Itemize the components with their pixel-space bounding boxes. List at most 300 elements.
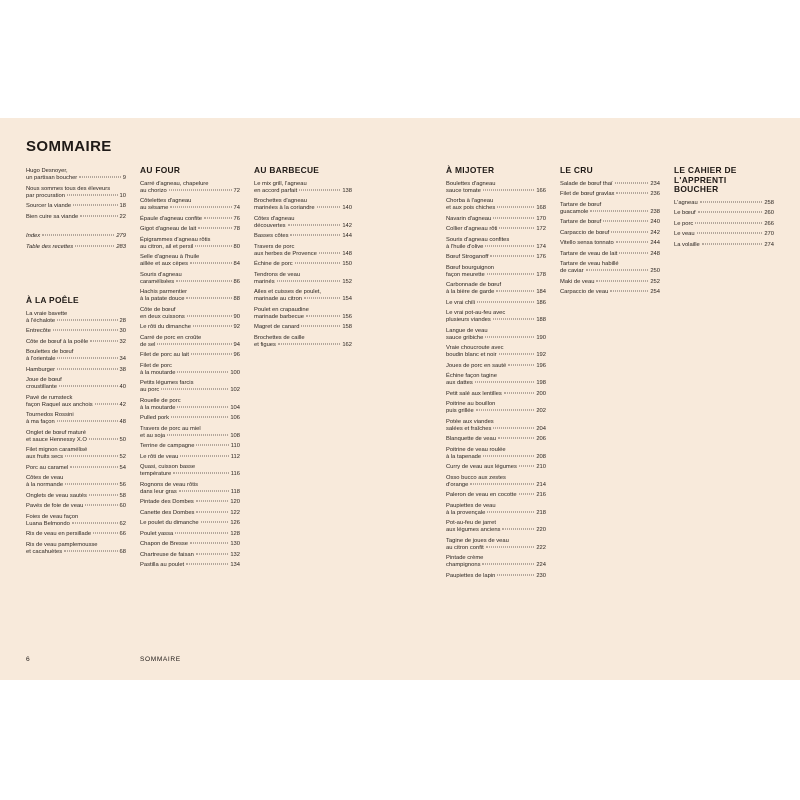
dot-leader: [306, 315, 340, 316]
toc-entry[interactable]: [26, 339, 126, 346]
toc-entry[interactable]: [140, 216, 240, 223]
dot-leader: [611, 231, 648, 232]
dot-leader: [57, 368, 118, 369]
toc-entry-row: [446, 335, 546, 342]
toc-entry-title-line: Ris de veau en persillade: [26, 531, 92, 537]
toc-entry[interactable]: [140, 541, 240, 548]
toc-entry[interactable]: [140, 499, 240, 506]
toc-entry-row: [446, 510, 546, 517]
toc-entry[interactable]: [446, 328, 546, 342]
toc-column-a-la-poele: [26, 296, 126, 559]
toc-entry-title-line: Rognons de veau rôtis: [140, 481, 199, 488]
toc-entry-title-line: à la normande: [26, 482, 64, 488]
toc-entry-page: 254: [650, 289, 660, 295]
toc-entry[interactable]: [446, 265, 546, 279]
toc-entry[interactable]: [446, 254, 546, 261]
toc-entry-title-line: Hachis parmentier: [140, 289, 188, 295]
dot-leader: [167, 434, 228, 435]
toc-entry-row: [26, 531, 126, 538]
dot-leader: [90, 340, 117, 341]
toc-entry[interactable]: [26, 311, 126, 325]
toc-entry-title-line: Sourcer la viande: [26, 203, 72, 209]
toc-entry-row: [140, 552, 240, 559]
toc-entry-title-line: Côtes d'agneau: [254, 215, 295, 222]
toc-entry-page: 72: [233, 187, 240, 194]
toc-entry[interactable]: [446, 573, 546, 580]
toc-entry[interactable]: [140, 335, 240, 349]
toc-entry[interactable]: [140, 443, 240, 450]
toc-entry-title-line: Filet mignon caramélisé: [26, 447, 88, 453]
toc-entry-title-line: au sésame: [140, 205, 169, 211]
toc-entry[interactable]: [254, 335, 352, 349]
toc-entry[interactable]: [140, 562, 240, 569]
toc-entry-page: 236: [650, 191, 660, 197]
toc-entry-title-line: à l'orientale: [26, 356, 56, 362]
toc-entry[interactable]: [446, 300, 546, 307]
toc-entry-row: [140, 489, 240, 496]
toc-entry[interactable]: [446, 237, 546, 251]
toc-entry[interactable]: [446, 419, 546, 433]
toc-entry-title-line: Ris de veau pamplemousse: [26, 541, 98, 548]
toc-entry-title-line: La vraie bavette: [26, 310, 68, 317]
toc-entry-page: 190: [536, 334, 546, 341]
toc-entry-row: [254, 188, 352, 195]
toc-entry-row: [26, 193, 126, 200]
toc-entry-row: [446, 300, 546, 307]
toc-entry[interactable]: [140, 454, 240, 461]
toc-entry-row: [26, 482, 126, 489]
toc-entry-page: 54: [119, 464, 126, 471]
dot-leader: [201, 522, 229, 523]
toc-entry-title-line: Le bœuf: [674, 210, 696, 216]
toc-entry-row: [140, 279, 240, 286]
toc-entry-row: [446, 436, 546, 443]
toc-entry[interactable]: [26, 367, 126, 374]
toc-entry-page: 156: [342, 313, 352, 320]
toc-entry[interactable]: [26, 233, 126, 240]
toc-entry[interactable]: [560, 261, 660, 275]
toc-entry-row: [446, 527, 546, 534]
toc-entry[interactable]: [140, 272, 240, 286]
dot-leader: [610, 291, 648, 292]
toc-entry-title-line: caramélisées: [140, 278, 175, 285]
toc-entry[interactable]: [26, 214, 126, 221]
toc-column-cahier-apprenti-boucher: [674, 166, 774, 252]
toc-entry-page: 18: [119, 203, 126, 209]
toc-entry-title-line: Nous sommes tous des éleveurs: [26, 185, 111, 192]
toc-entry-title-line: et figues: [254, 341, 276, 348]
toc-entry[interactable]: [446, 310, 546, 324]
toc-entry-page: 150: [342, 261, 352, 267]
toc-entry-row: [26, 419, 126, 426]
toc-entry[interactable]: [26, 168, 126, 182]
toc-entry[interactable]: [254, 233, 352, 240]
dot-leader: [57, 358, 117, 359]
toc-entry-title-line: Boulettes de bœuf: [26, 349, 74, 355]
toc-entry-title-line: température: [140, 471, 172, 477]
toc-entry-page: 126: [230, 520, 240, 526]
toc-entry-title-line: Le rôti de veau: [140, 453, 179, 460]
toc-entry-page: 244: [650, 240, 660, 246]
dot-leader: [486, 546, 535, 547]
dot-leader: [508, 364, 534, 365]
toc-entry-row: [26, 437, 126, 444]
toc-entry[interactable]: [26, 475, 126, 489]
toc-entry-row: [560, 209, 660, 216]
toc-entry[interactable]: [140, 352, 240, 359]
toc-entry-row: [560, 251, 660, 258]
toc-entry-page: 60: [119, 503, 126, 509]
toc-entry[interactable]: [26, 203, 126, 210]
toc-entry[interactable]: [140, 254, 240, 268]
dot-leader: [53, 330, 118, 331]
toc-entry[interactable]: [446, 391, 546, 398]
toc-entry-title-line: Épaule d'agneau confite: [140, 215, 203, 222]
dot-leader: [176, 280, 231, 281]
toc-entry-title-line: Joue de bœuf: [26, 377, 62, 383]
toc-entry-page: 108: [230, 432, 240, 439]
toc-entry[interactable]: [674, 210, 774, 217]
toc-entry-page: 144: [342, 233, 352, 239]
dot-leader: [42, 235, 114, 236]
toc-entry-row: [26, 454, 126, 461]
toc-entry-title-line: au porc: [140, 387, 160, 393]
section-heading: À LA POÊLE: [26, 295, 79, 305]
toc-entry-title-line: et sauce Hennessy X.O: [26, 436, 87, 443]
toc-entry-title-line: Potée aux viandes: [446, 418, 494, 425]
toc-entry-page: 174: [536, 243, 546, 250]
dot-leader: [85, 505, 117, 506]
toc-entry[interactable]: [140, 482, 240, 496]
toc-entry-page: 196: [536, 362, 546, 369]
toc-entry[interactable]: [560, 251, 660, 258]
toc-entry[interactable]: [446, 555, 546, 569]
toc-entry[interactable]: [26, 377, 126, 391]
toc-entry[interactable]: [560, 289, 660, 296]
toc-entry-title-line: Le vrai pot-au-feu avec: [446, 310, 506, 316]
toc-entry-title-line: Travers de porc au miel: [140, 425, 201, 432]
toc-entry[interactable]: [446, 282, 546, 296]
toc-entry[interactable]: [26, 395, 126, 409]
toc-entry-row: [674, 221, 774, 228]
toc-entry-page: 104: [230, 404, 240, 411]
toc-entry-title-line: Travers de porc: [254, 243, 295, 250]
toc-entry[interactable]: [446, 198, 546, 212]
toc-entry-row: [446, 363, 546, 370]
toc-entry[interactable]: [140, 510, 240, 517]
toc-entry[interactable]: [26, 447, 126, 461]
toc-entry[interactable]: [26, 514, 126, 528]
dot-leader: [89, 494, 118, 495]
toc-entry[interactable]: [560, 230, 660, 237]
toc-entry[interactable]: [446, 538, 546, 552]
toc-entry-row: [140, 216, 240, 223]
toc-entry-title-line: Ailes et cuisses de poulet,: [254, 289, 322, 295]
toc-entry-page: 230: [536, 572, 546, 579]
toc-entry[interactable]: [254, 216, 352, 230]
dot-leader: [590, 210, 648, 211]
toc-entry[interactable]: [140, 531, 240, 538]
toc-entry-title-line: Joues de porc en sauté: [446, 362, 507, 369]
toc-entry-page: 186: [536, 299, 546, 306]
toc-entry-page: 74: [233, 205, 240, 211]
toc-entry-page: 208: [536, 453, 546, 460]
dot-leader: [499, 354, 535, 355]
toc-entry[interactable]: [140, 198, 240, 212]
toc-entry-row: [560, 279, 660, 286]
toc-entry-title-line: et au soja: [140, 432, 166, 439]
toc-entry-page: 86: [233, 278, 240, 285]
toc-entry-title-line: Selle d'agneau à l'huile: [140, 254, 200, 260]
toc-entry[interactable]: [254, 272, 352, 286]
toc-entry[interactable]: [26, 186, 126, 200]
toc-entry-page: 30: [119, 328, 126, 334]
dot-leader: [278, 343, 340, 344]
toc-entry-title-line: à l'échalote: [26, 317, 56, 324]
toc-entry-row: [446, 226, 546, 233]
toc-entry-row: [446, 352, 546, 359]
toc-entry-page: 134: [230, 562, 240, 568]
toc-entry-title-line: Magret de canard: [254, 324, 300, 330]
toc-entry-page: 274: [764, 241, 774, 248]
toc-entry[interactable]: [254, 324, 352, 331]
toc-entry-row: [446, 464, 546, 471]
toc-entry-page: 266: [764, 220, 774, 227]
toc-entry[interactable]: [446, 181, 546, 195]
toc-entry-row: [140, 531, 240, 538]
toc-entry-page: 118: [230, 488, 240, 495]
toc-entry-title-line: La volaille: [674, 241, 700, 248]
toc-entry[interactable]: [140, 226, 240, 233]
toc-entry-page: 38: [119, 366, 126, 373]
toc-entry[interactable]: [560, 240, 660, 247]
toc-entry-title-line: Tendrons de veau: [254, 271, 301, 278]
toc-entry[interactable]: [254, 307, 352, 321]
toc-entry-page: 84: [233, 261, 240, 267]
toc-entry-title-line: Rouelle de porc: [140, 397, 181, 404]
toc-entry[interactable]: [446, 447, 546, 461]
toc-entry-title-line: Porc au caramel: [26, 464, 69, 471]
toc-entry-title-line: Brochettes de caille: [254, 334, 305, 341]
toc-entry[interactable]: [140, 324, 240, 331]
dot-leader: [186, 564, 228, 565]
toc-entry[interactable]: [26, 503, 126, 510]
toc-entry-title-line: champignons: [446, 562, 481, 568]
toc-entry[interactable]: [446, 492, 546, 499]
toc-entry-page: 22: [119, 213, 126, 220]
toc-entry-row: [26, 402, 126, 409]
dot-leader: [157, 343, 231, 344]
toc-entry-row: [446, 254, 546, 261]
toc-entry-title-line: Filet de bœuf gravlax: [560, 191, 615, 197]
toc-entry-row: [674, 231, 774, 238]
dot-leader: [196, 553, 229, 554]
toc-entry[interactable]: [26, 328, 126, 335]
dot-leader: [67, 194, 118, 195]
toc-entry[interactable]: [560, 181, 660, 188]
toc-entry-title-line: Onglets de veau sautés: [26, 492, 87, 499]
toc-entry-title-line: Souris d'agneau confites: [446, 236, 510, 243]
toc-entry[interactable]: [560, 279, 660, 286]
toc-entry-title-line: et aux pois chiches: [446, 205, 496, 211]
toc-entry-page: 220: [536, 527, 546, 533]
toc-entry-title-line: Collier d'agneau rôti: [446, 226, 498, 232]
toc-column-a-mijoter: [446, 166, 546, 583]
toc-entry-row: [254, 223, 352, 230]
toc-entry[interactable]: [140, 426, 240, 440]
toc-entry[interactable]: [26, 430, 126, 444]
toc-entry[interactable]: [26, 412, 126, 426]
toc-entry-page: 106: [230, 415, 240, 421]
toc-entry-row: [560, 219, 660, 226]
dot-leader: [485, 245, 534, 246]
toc-entry-page: 270: [764, 231, 774, 237]
toc-entry[interactable]: [254, 289, 352, 303]
toc-entry-title-line: Pot-au-feu de jarret: [446, 520, 496, 526]
dot-leader: [186, 298, 231, 299]
toc-entry-row: [140, 405, 240, 412]
toc-entry-page: 188: [536, 317, 546, 323]
toc-entry-page: 218: [536, 509, 546, 516]
toc-entry-title-line: Langue de veau: [446, 327, 488, 334]
toc-entry-title-line: guacamole: [560, 208, 589, 215]
toc-entry-page: 202: [536, 408, 546, 414]
toc-entry-title-line: Épigrammes d'agneau rôtis: [140, 236, 211, 243]
dot-leader: [290, 235, 340, 236]
toc-entry-page: 168: [536, 205, 546, 211]
toc-entry[interactable]: [254, 181, 352, 195]
toc-entry-title-line: Tartare de veau habillé: [560, 261, 619, 267]
toc-entry-title-line: Poitrine au bouillon: [446, 401, 496, 407]
toc-entry-page: 110: [230, 443, 240, 449]
dot-leader: [697, 233, 763, 234]
toc-entry-title-line: marinade barbecue: [254, 313, 304, 320]
dot-leader: [504, 392, 535, 393]
toc-entry[interactable]: [140, 289, 240, 303]
toc-entry-title-line: Le porc: [674, 220, 694, 227]
section-heading: AU FOUR: [140, 165, 181, 175]
toc-entry[interactable]: [674, 200, 774, 207]
toc-entry-row: [26, 465, 126, 472]
toc-entry[interactable]: [140, 181, 240, 195]
toc-entry-row: [140, 342, 240, 349]
toc-entry[interactable]: [26, 244, 126, 251]
dot-leader: [695, 222, 762, 223]
toc-entry[interactable]: [140, 380, 240, 394]
toc-entry[interactable]: [254, 261, 352, 268]
toc-entry-row: [254, 205, 352, 212]
toc-entry[interactable]: [26, 493, 126, 500]
toc-column-au-four: [140, 166, 240, 573]
toc-entry[interactable]: [254, 198, 352, 212]
toc-entry[interactable]: [446, 520, 546, 534]
toc-entry[interactable]: [560, 191, 660, 198]
toc-entry[interactable]: [140, 552, 240, 559]
toc-entry[interactable]: [560, 219, 660, 226]
toc-entry[interactable]: [140, 307, 240, 321]
toc-entry[interactable]: [26, 531, 126, 538]
toc-entry[interactable]: [26, 465, 126, 472]
toc-entry[interactable]: [140, 363, 240, 377]
toc-entry[interactable]: [446, 436, 546, 443]
toc-entry-row: [140, 205, 240, 212]
toc-entry-title-line: Chorba à l'agneau: [446, 198, 494, 204]
toc-entry-row: [26, 356, 126, 363]
section-heading: LE CAHIER DE L'APPRENTI BOUCHER: [674, 165, 737, 194]
toc-entry-page: 260: [764, 210, 774, 216]
toc-entry[interactable]: [446, 401, 546, 415]
toc-entry[interactable]: [446, 345, 546, 359]
toc-entry-row: [140, 370, 240, 377]
toc-entry[interactable]: [26, 542, 126, 556]
toc-entry-title-line: Vitello sensa tonnato: [560, 240, 614, 246]
toc-column-le-cru: [560, 166, 660, 300]
toc-entry[interactable]: [674, 221, 774, 228]
dot-leader: [59, 386, 118, 387]
toc-entry[interactable]: [560, 202, 660, 216]
toc-entry[interactable]: [254, 244, 352, 258]
toc-entry-title-line: au citron, ail et persil: [140, 243, 194, 250]
toc-entry-row: [254, 342, 352, 349]
toc-entry-page: 116: [230, 471, 240, 477]
toc-entry-page: 279: [116, 233, 126, 239]
dot-leader: [169, 189, 232, 190]
dot-leader: [499, 228, 534, 229]
toc-entry-row: [26, 175, 126, 182]
toc-entry-page: 78: [233, 226, 240, 232]
toc-entry[interactable]: [140, 237, 240, 251]
toc-entry-row: [560, 191, 660, 198]
toc-entry[interactable]: [446, 226, 546, 233]
toc-entry-page: 210: [536, 464, 546, 470]
dot-leader: [476, 410, 535, 411]
toc-entry[interactable]: [140, 415, 240, 422]
toc-entry[interactable]: [446, 373, 546, 387]
dot-leader: [288, 224, 341, 225]
toc-entry-title-line: Table des recettes: [26, 243, 74, 250]
toc-entry-page: 96: [233, 352, 240, 358]
running-title: SOMMAIRE: [140, 656, 181, 663]
dot-leader: [191, 354, 232, 355]
toc-entry[interactable]: [446, 363, 546, 370]
toc-entry[interactable]: [674, 231, 774, 238]
toc-entry[interactable]: [140, 398, 240, 412]
toc-entry-page: 178: [536, 271, 546, 278]
toc-entry-page: 240: [650, 219, 660, 225]
toc-entry[interactable]: [674, 242, 774, 249]
toc-entry-title-line: Pulled pork: [140, 415, 170, 421]
toc-entry-row: [446, 426, 546, 433]
toc-entry-page: 40: [119, 384, 126, 390]
dot-leader: [485, 336, 534, 337]
toc-entry-title-line: Le poulet du dimanche: [140, 520, 199, 526]
dot-leader: [195, 245, 231, 246]
toc-entry-title-line: Le vrai chili: [446, 299, 475, 306]
toc-entry[interactable]: [446, 503, 546, 517]
toc-entry[interactable]: [140, 464, 240, 478]
toc-entry-title-line: Chapon de Bresse: [140, 541, 189, 547]
toc-entry[interactable]: [446, 475, 546, 489]
toc-entry[interactable]: [140, 520, 240, 527]
dot-leader: [299, 189, 340, 190]
dot-leader: [190, 263, 232, 264]
toc-entry-title-line: Le rôti du dimanche: [140, 324, 191, 330]
toc-entry[interactable]: [446, 464, 546, 471]
toc-entry-row: [446, 205, 546, 212]
toc-entry[interactable]: [446, 216, 546, 223]
toc-entry[interactable]: [26, 349, 126, 363]
dot-leader: [65, 456, 117, 457]
